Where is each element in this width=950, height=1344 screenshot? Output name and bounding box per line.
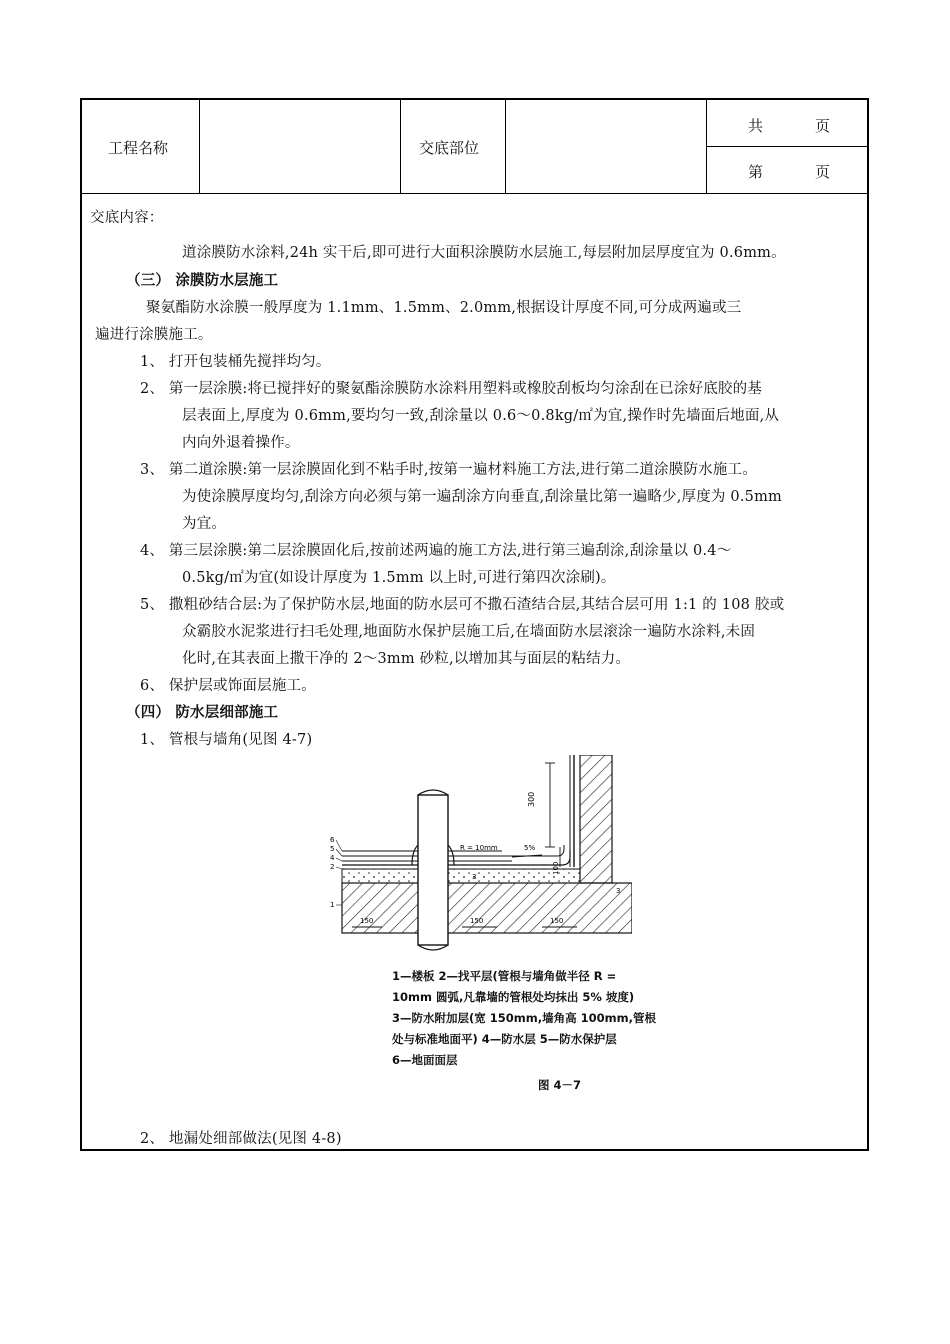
- dim-150: 150: [470, 917, 484, 925]
- callout-1: 1: [330, 901, 335, 909]
- divider: [199, 100, 200, 193]
- total-pages-label: 共: [748, 117, 764, 135]
- figure-caption-line: 处与标准地面平) 4—防水层 5—防水保护层: [392, 1032, 617, 1046]
- divider: [505, 100, 506, 193]
- dim-150: 150: [360, 917, 374, 925]
- page-unit: 页: [815, 117, 831, 135]
- text-line: 为使涂膜厚度均匀,刮涂方向必须与第一遍刮涂方向垂直,刮涂量比第一遍略少,厚度为 0.5mm: [182, 489, 782, 505]
- text-line: 众霸胶水泥浆进行扫毛处理,地面防水保护层施工后,在墙面防水层滚涂一遍防水涂料,未固: [182, 624, 756, 640]
- list-item: 3、 第二道涂膜:第一层涂膜固化到不粘手时,按第一遍材料施工方法,进行第二道涂膜防水施工。: [140, 462, 757, 478]
- divider: [400, 100, 401, 193]
- text-line: 道涂膜防水涂料,24h 实干后,即可进行大面积涂膜防水层施工,每层附加层厚度宜为 0.6mm。: [182, 245, 786, 261]
- list-item: 2、 地漏处细部做法(见图 4-8): [140, 1131, 342, 1147]
- form-header: [82, 100, 867, 194]
- text-line: 为宜。: [182, 516, 227, 532]
- dim-100: 100: [552, 861, 560, 875]
- callout-6: 6: [330, 836, 335, 844]
- text-line: 遍进行涂膜施工。: [95, 327, 213, 343]
- callout-2: 2: [330, 863, 335, 871]
- page-number-label: 第: [748, 163, 764, 181]
- list-item: 1、 管根与墙角(见图 4-7): [140, 732, 313, 748]
- text-line: 内向外退着操作。: [182, 435, 300, 451]
- content-label: 交底内容：: [90, 210, 164, 226]
- list-item: 1、 打开包装桶先搅拌均匀。: [140, 354, 331, 370]
- text-line: 0.5kg/㎡为宜(如设计厚度为 1.5mm 以上时,可进行第四次涂刷)。: [182, 570, 616, 586]
- slope-label: 5%: [524, 844, 536, 852]
- callout-4: 4: [330, 854, 335, 862]
- divider: [706, 146, 867, 147]
- figure-number: 图 4－7: [538, 1078, 582, 1092]
- text-line: 聚氨酯防水涂膜一般厚度为 1.1mm、1.5mm、2.0mm,根据设计厚度不同,可分成两遍或三: [146, 300, 742, 316]
- callout-3: 3: [472, 873, 477, 881]
- section-heading: （四） 防水层细部施工: [126, 704, 279, 721]
- list-item: 2、 第一层涂膜:将已搅拌好的聚氨酯涂膜防水涂料用塑料或橡胶刮板均匀涂刮在已涂好底胶的基: [140, 381, 763, 397]
- pipe-wall-corner-diagram: [312, 755, 632, 965]
- section-heading: （三） 涂膜防水层施工: [126, 272, 279, 289]
- wall-hatch: [580, 755, 612, 883]
- text-line: 化时,在其表面上撒干净的 2～3mm 砂粒,以增加其与面层的粘结力。: [182, 651, 631, 667]
- figure-caption-line: 3—防水附加层(宽 150mm,墙角高 100mm,管根: [392, 1011, 656, 1025]
- list-item: 4、 第三层涂膜:第二层涂膜固化后,按前述两遍的施工方法,进行第三遍刮涂,刮涂量以 0.4～: [140, 543, 732, 559]
- project-name-label: 工程名称: [108, 139, 169, 157]
- list-item: 6、 保护层或饰面层施工。: [140, 678, 316, 694]
- list-item: 5、 撒粗砂结合层:为了保护防水层,地面的防水层可不撒石渣结合层,其结合层可用 1:1 的 108 胶或: [140, 597, 785, 613]
- part-label: 交底部位: [419, 139, 480, 157]
- callout-5: 5: [330, 845, 335, 853]
- text-line: 层表面上,厚度为 0.6mm,要均匀一致,刮涂量以 0.6～0.8kg/㎡为宜,操作时先墙面后地面,从: [182, 408, 780, 424]
- floor-slab: [342, 883, 632, 933]
- pipe: [418, 795, 448, 945]
- radius-label: R = 10mm: [460, 844, 498, 852]
- page-unit: 页: [815, 163, 831, 181]
- dim-150: 150: [550, 917, 564, 925]
- figure-caption-line: 6—地面面层: [392, 1053, 458, 1067]
- figure-4-7: [312, 755, 656, 1092]
- leveling-layer: [342, 869, 580, 883]
- dim-300: 300: [527, 791, 536, 807]
- callout-3: 3: [616, 887, 621, 895]
- disclosure-form: [80, 98, 869, 1151]
- figure-caption-line: 1—楼板 2—找平层(管根与墙角做半径 R =: [392, 969, 617, 983]
- figure-caption-line: 10mm 圆弧,凡靠墙的管根处均抹出 5% 坡度): [392, 990, 635, 1004]
